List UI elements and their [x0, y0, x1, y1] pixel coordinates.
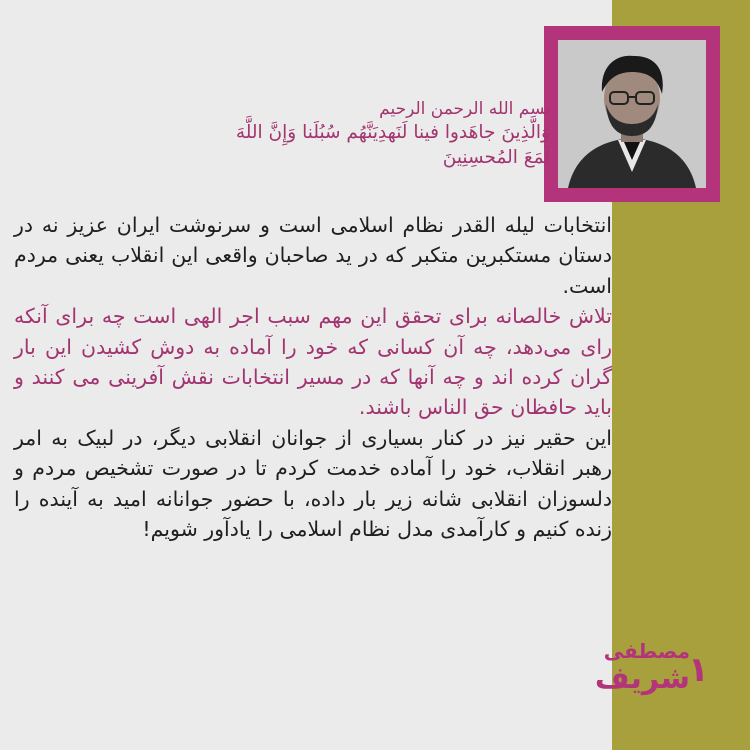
- verse-line-1: وَالَّذِینَ جاهَدوا فینا لَنَهدِیَنَّهُم سُبُلَنا وَإِنَّ اللَّهَ: [235, 122, 550, 143]
- portrait-photo: [558, 40, 706, 188]
- header-text: [30, 98, 550, 170]
- statement-body: [14, 210, 612, 544]
- signature-last-name: شریف: [594, 661, 690, 696]
- signature-digit: ۱: [688, 650, 709, 690]
- paragraph-1: انتخابات لیله القدر نظام اسلامی است و سرنوشت ایران عزیز نه در دستان مستکبرین متکبر که در ید صاحبان واقعی این انقلاب یعنی مردم است.: [14, 213, 612, 298]
- candidate-signature: [594, 639, 690, 720]
- portrait-frame: [544, 26, 720, 202]
- verse-line-2: لَمَعَ المُحسِنِینَ: [442, 147, 550, 168]
- person-portrait-icon: [558, 40, 706, 188]
- paragraph-2: تلاش خالصانه برای تحقق این مهم سبب اجر الهی است چه برای آنکه رای می‌دهد، چه آن کسانی که خود را آماده به دوش کشیدن این بار گران کرده اند و چه آنها که در مسیر انتخابات نقش آفرینی می کنند و باید حافظان حق الناس باشند.: [14, 304, 612, 420]
- basmala: بسم الله الرحمن الرحیم: [379, 99, 550, 119]
- signature-first-name: مصطفی: [603, 639, 690, 663]
- paragraph-3: این حقیر نیز در کنار بسیاری از جوانان انقلابی دیگر، در لبیک به امر رهبر انقلاب، خود را آماده خدمت کردم تا در صورت تشخیص مردم و دلسوزان انقلابی شانه زیر بار داده، با حضور جوانانه امید به آینده را زنده کنیم و کارآمدی مدل نظام اسلامی را یادآور شویم!: [14, 425, 612, 542]
